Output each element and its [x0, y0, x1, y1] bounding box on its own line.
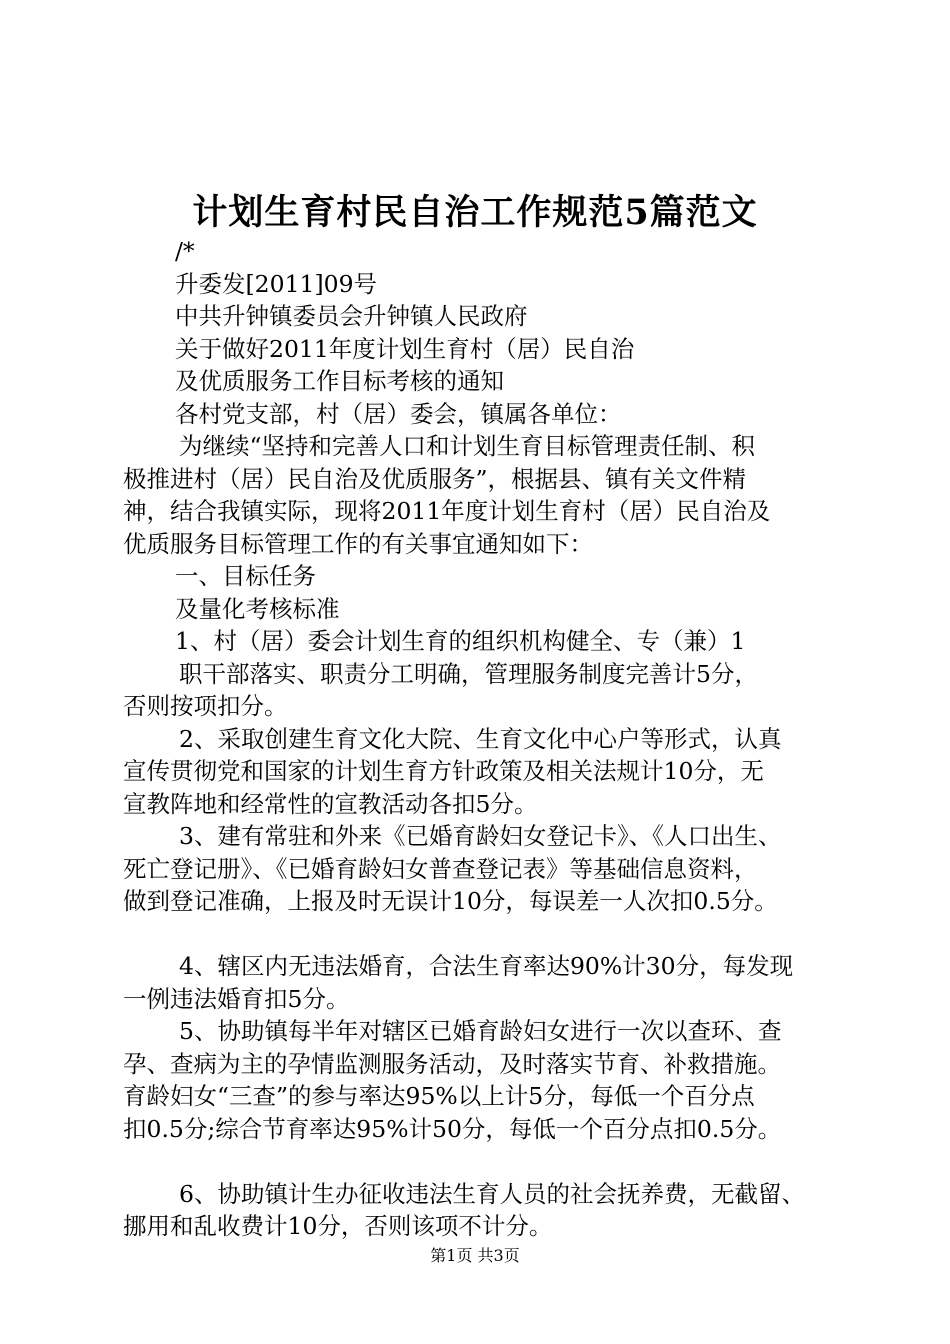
text-line: 孕、查病为主的孕情监测服务活动，及时落实节育、补救措施。 — [123, 1049, 781, 1078]
text-line: 6、协助镇计生办征收违法生育人员的社会抚养费，无截留、 — [179, 1179, 805, 1208]
text-line: 一例违法婚育扣5分。 — [123, 984, 350, 1013]
text-line: 关于做好2011年度计划生育村（居）民自治 — [175, 334, 635, 363]
document-title: 计划生育村民自治工作规范5篇范文 — [192, 192, 758, 233]
text-line: 育龄妇女“三查”的参与率达95%以上计5分，每低一个百分点 — [123, 1082, 755, 1110]
text-line: 一、目标任务 — [175, 562, 316, 590]
text-line: 中共升钟镇委员会升钟镇人民政府 — [175, 302, 528, 330]
page-footer: 第1页 共3页 — [430, 1246, 520, 1265]
text-line: 升委发[2011]09号 — [175, 269, 378, 298]
text-line: 优质服务目标管理工作的有关事宜通知如下： — [123, 529, 593, 558]
text-line: 神，结合我镇实际，现将2011年度计划生育村（居）民自治及 — [123, 497, 771, 525]
text-line: 5、协助镇每半年对辖区已婚育龄妇女进行一次以查环、查 — [179, 1017, 782, 1045]
text-line: 死亡登记册》、《已婚育龄妇女普查登记表》等基础信息资料， — [123, 854, 758, 883]
text-line: 宣教阵地和经常性的宣教活动各扣5分。 — [123, 789, 538, 818]
text-line: 宣传贯彻党和国家的计划生育方针政策及相关法规计10分，无 — [123, 757, 764, 785]
text-line: 4、辖区内无违法婚育，合法生育率达90%计30分，每发现 — [179, 952, 794, 980]
text-line: 扣0.5分;综合节育率达95%计50分，每低一个百分点扣0.5分。 — [123, 1114, 782, 1143]
text-line: 及量化考核标准 — [175, 594, 340, 623]
text-line: 极推进村（居）民自治及优质服务”，根据县、镇有关文件精 — [123, 464, 747, 493]
text-line: 及优质服务工作目标考核的通知 — [175, 367, 504, 395]
text-line: 3、建有常驻和外来《已婚育龄妇女登记卡》、《人口出生、 — [179, 822, 782, 850]
paragraph-gap — [123, 1145, 843, 1178]
text-line: /* — [175, 237, 195, 265]
text-line: 职干部落实、职责分工明确，管理服务制度完善计5分， — [179, 659, 758, 688]
text-line: 否则按项扣分。 — [123, 692, 288, 720]
text-line: 为继续“坚持和完善人口和计划生育目标管理责任制、积 — [179, 432, 756, 460]
document-body — [123, 235, 843, 1243]
text-line: 做到登记准确，上报及时无误计10分，每误差一人次扣0.5分。 — [123, 887, 778, 915]
paragraph-gap — [123, 918, 843, 951]
text-line: 各村党支部，村（居）委会，镇属各单位： — [175, 399, 622, 428]
text-line: 挪用和乱收费计10分，否则该项不计分。 — [123, 1212, 553, 1240]
text-line: 1、村（居）委会计划生育的组织机构健全、专（兼）1 — [175, 627, 746, 655]
text-line: 2、采取创建生育文化大院、生育文化中心户等形式，认真 — [179, 724, 782, 753]
